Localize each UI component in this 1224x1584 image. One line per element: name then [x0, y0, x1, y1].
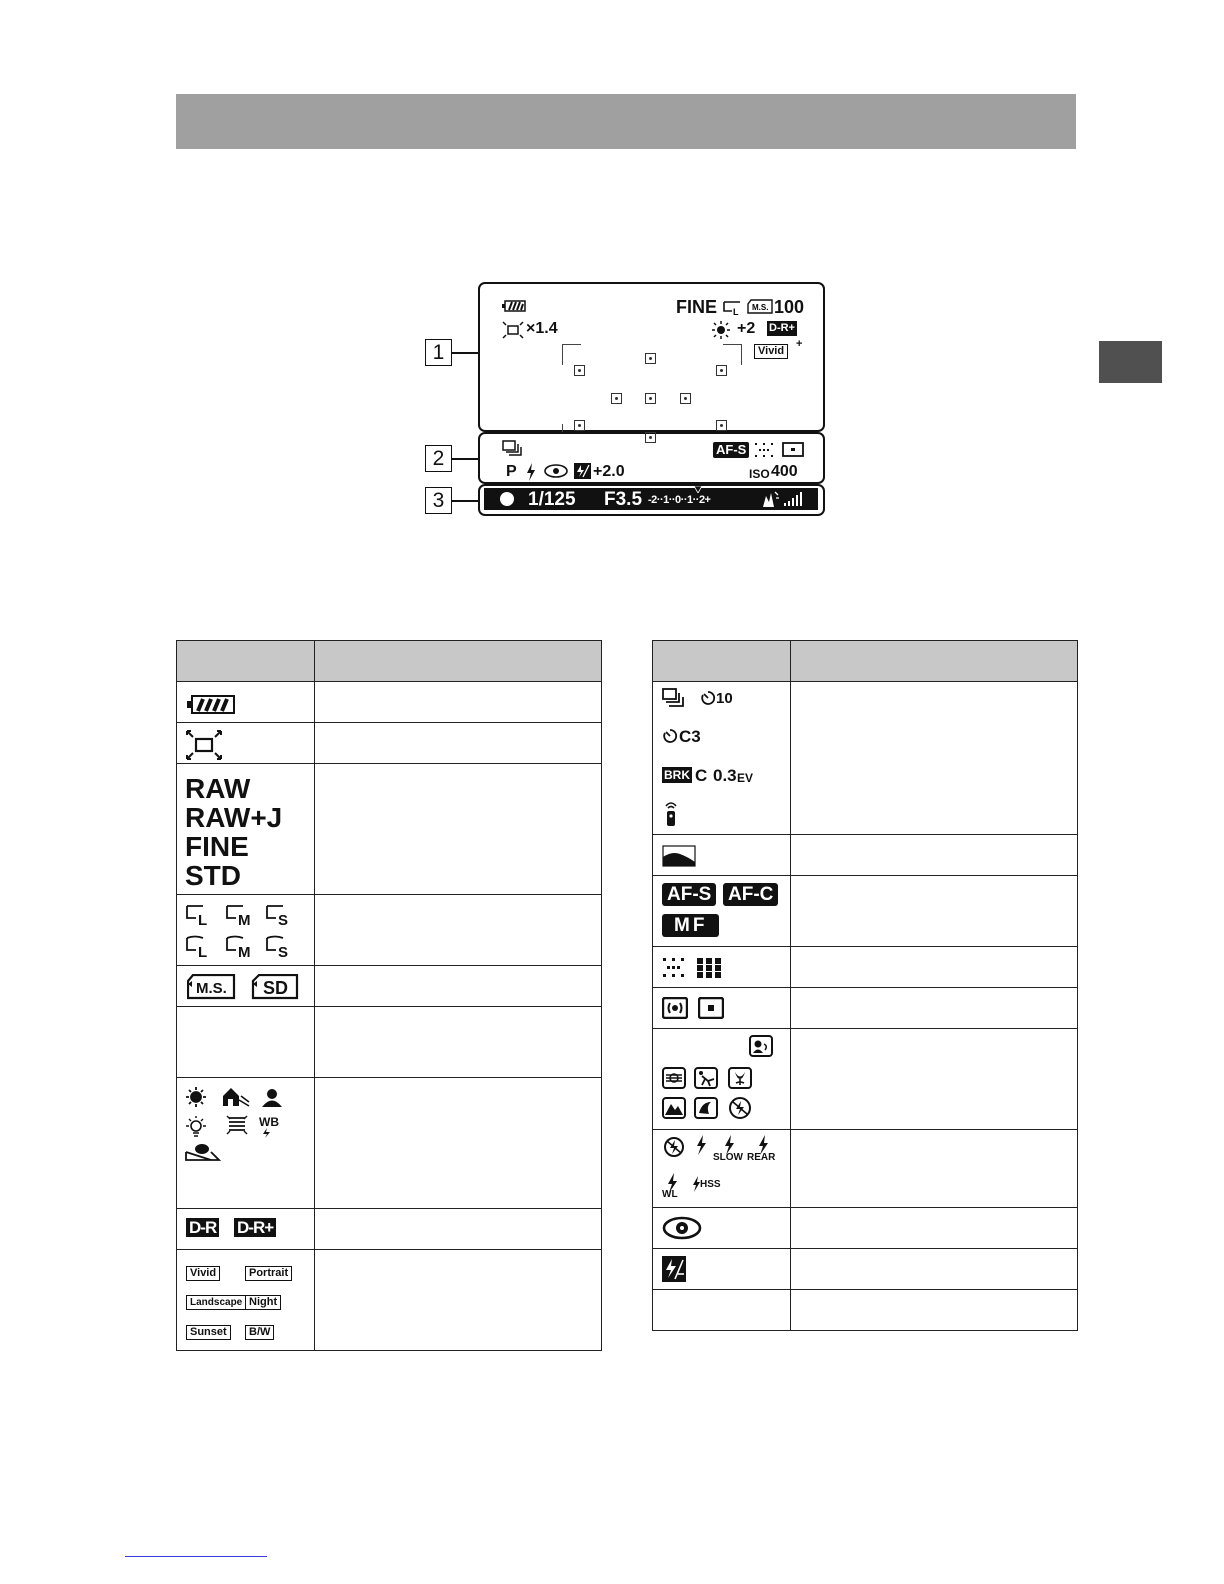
icon-cell: [177, 764, 315, 895]
slow-sync-label: SLOW: [713, 1152, 743, 1163]
svg-text:S: S: [278, 944, 289, 959]
table-header-row: [653, 641, 1078, 682]
callout-1: 1: [425, 339, 452, 366]
af-point: [645, 432, 656, 443]
icon-cell: [177, 1078, 315, 1209]
af-s-badge: AF-S: [662, 883, 716, 906]
flash-compensation-icon: [662, 1256, 686, 1282]
icon-cell: [177, 1007, 315, 1078]
svg-text:L: L: [733, 307, 739, 316]
viewfinder-panel-1: [478, 282, 825, 432]
icon-cell: [653, 1249, 791, 1290]
icon-cell: [653, 1208, 791, 1249]
description-cell: [315, 1209, 602, 1250]
spot-metering-icon: [782, 442, 804, 457]
af-frame-corner-tl: [562, 344, 581, 365]
flash-icon: [695, 1135, 707, 1155]
table-row: [177, 764, 602, 895]
iso-label: ISO: [749, 467, 770, 481]
svg-text:SD: SD: [263, 978, 289, 998]
landscape-scene-icon: [662, 1097, 686, 1119]
description-cell: [791, 988, 1078, 1029]
icon-cell: [653, 876, 791, 947]
table-row: [653, 835, 1078, 876]
svg-text:S: S: [278, 912, 289, 929]
wb-adjust-value: +2: [737, 320, 756, 337]
style-night-badge: Night: [245, 1295, 281, 1310]
dro-off-badge: D-R: [186, 1218, 219, 1237]
description-cell: [791, 1249, 1078, 1290]
creative-style-plus-icon: +: [796, 338, 803, 350]
creative-style-badge: Vivid: [754, 344, 788, 359]
callout-1-line: [452, 352, 478, 354]
sunset-scene-icon: [694, 1097, 718, 1119]
wireless-flash-label: WL: [662, 1189, 678, 1200]
description-cell: [791, 947, 1078, 988]
callout-3: 3: [425, 487, 452, 514]
quality-raw: RAW: [185, 773, 251, 804]
description-cell: [315, 966, 602, 1007]
icon-cell: [177, 1209, 315, 1250]
icon-cell: [177, 723, 315, 764]
icon-cell: [653, 988, 791, 1029]
description-cell: [315, 682, 602, 723]
table-header-row: [177, 641, 602, 682]
table-row: [653, 682, 1078, 835]
svg-text:M.S.: M.S.: [196, 980, 227, 997]
table-row: [177, 966, 602, 1007]
focus-mode-badge: AF-S: [713, 442, 749, 458]
svg-text:L: L: [198, 912, 208, 929]
flash-compensation-icon: [574, 463, 591, 479]
display-reference-table-right: [652, 640, 1078, 1331]
icon-cell: [653, 1130, 791, 1208]
table-row: [653, 1208, 1078, 1249]
flash-compensation-value: +2.0: [593, 463, 625, 480]
af-c-badge: AF-C: [723, 883, 778, 906]
icon-cell: [653, 1290, 791, 1331]
footer-link-underline[interactable]: [125, 1556, 267, 1557]
style-sunset-badge: Sunset: [186, 1325, 231, 1340]
table-row: [653, 947, 1078, 988]
table-row: [177, 723, 602, 764]
focus-indicator-icon: [500, 492, 514, 506]
af-point: [645, 393, 656, 404]
table-row: [653, 876, 1078, 947]
battery-icon: [186, 695, 236, 715]
dro-badge: D-R+: [769, 322, 795, 334]
description-cell: [791, 682, 1078, 835]
red-eye-reduction-icon: [662, 1216, 702, 1240]
spot-metering-icon: [698, 997, 724, 1019]
bracket-step-value: 0.3: [713, 766, 737, 785]
remote-commander-icon: [664, 800, 678, 828]
zoom-frame-icon: [502, 321, 524, 339]
af-point: [574, 420, 585, 431]
self-timer-c3-label: C3: [679, 727, 701, 746]
ev-scale-pointer-icon: [694, 486, 702, 493]
self-timer-icon: [700, 690, 716, 706]
iso-value: 400: [771, 463, 798, 480]
table-row: [177, 1007, 602, 1078]
af-point: [645, 353, 656, 364]
style-landscape-badge: Landscape: [186, 1295, 246, 1310]
zoom-value: ×1.4: [526, 320, 558, 337]
description-cell: [315, 1078, 602, 1209]
exposure-mode: P: [506, 463, 517, 480]
camera-shake-warning-icon: [760, 490, 780, 508]
callout-2-line: [452, 458, 478, 460]
af-point: [611, 393, 622, 404]
portrait-scene-icon: [749, 1035, 773, 1057]
shots-remaining: 100: [774, 297, 805, 317]
description-cell: [791, 1029, 1078, 1130]
quality-label-list: [185, 774, 282, 890]
rear-sync-label: REAR: [747, 1152, 776, 1163]
table-row: [177, 1250, 602, 1351]
icon-cell: [653, 947, 791, 988]
description-cell: [791, 1130, 1078, 1208]
continuous-drive-icon: [662, 688, 684, 708]
quality-raw-jpeg: RAW+J: [185, 802, 283, 833]
svg-text:M: M: [238, 944, 251, 959]
sports-runner-scene-icon: [694, 1067, 718, 1089]
description-cell: [315, 1250, 602, 1351]
memory-card-icon: [747, 299, 773, 314]
dro-plus-badge: D-R+: [234, 1218, 276, 1237]
multi-segment-metering-icon: [662, 997, 688, 1019]
chapter-side-tab: [1099, 341, 1162, 383]
icon-cell: [653, 1029, 791, 1130]
wide-af-area-icon: [754, 442, 774, 458]
description-cell: [791, 835, 1078, 876]
icon-cell: [653, 835, 791, 876]
night-scene-icon: [728, 1097, 752, 1119]
macro-scene-icon: [728, 1067, 752, 1089]
svg-text:WB: WB: [259, 1115, 279, 1129]
aperture-value: F3.5: [604, 489, 643, 510]
zoom-frame-icon: [186, 730, 222, 760]
flash-icon: [526, 463, 536, 481]
flash-off-icon: [662, 1136, 686, 1158]
mf-badge: MF: [662, 914, 719, 937]
style-bw-badge: B/W: [245, 1325, 274, 1340]
table-row: [177, 1209, 602, 1250]
daylight-wb-icon: [711, 321, 731, 339]
icon-cell: [177, 682, 315, 723]
viewfinder-panel-2: [478, 432, 825, 484]
quality-label: FINE: [676, 297, 718, 317]
table-row: [653, 1130, 1078, 1208]
bracket-badge: BRK: [664, 768, 690, 782]
red-eye-reduction-icon: [544, 464, 568, 478]
display-reference-table-left: [176, 640, 602, 1351]
table-row: [653, 1249, 1078, 1290]
table-row: [177, 1078, 602, 1209]
icon-cell: [177, 895, 315, 966]
style-portrait-badge: Portrait: [245, 1266, 292, 1281]
svg-text:M.S.: M.S.: [752, 303, 769, 312]
header-cell-indication: [315, 641, 602, 682]
steadyshot-scale-icon: [783, 491, 803, 507]
description-cell: [791, 1208, 1078, 1249]
self-timer-icon: [662, 728, 678, 744]
af-frame-corner-tr: [723, 344, 742, 365]
af-point: [716, 420, 727, 431]
histogram-icon: [662, 845, 696, 867]
style-vivid-badge: Vivid: [186, 1266, 220, 1281]
memory-card-icons: [187, 974, 299, 1000]
section-header-bar: [176, 94, 1076, 149]
viewfinder-status-bar: [484, 488, 818, 510]
svg-text:M: M: [238, 912, 251, 929]
quality-fine: FINE: [185, 831, 249, 862]
icon-cell: [177, 966, 315, 1007]
header-cell-indication: [791, 641, 1078, 682]
table-row: [177, 895, 602, 966]
image-size-icon: [723, 300, 743, 316]
image-size-icons: [186, 903, 306, 959]
table-row: [653, 1290, 1078, 1331]
table-row: [653, 988, 1078, 1029]
high-speed-sync-label: HSS: [700, 1179, 721, 1190]
header-cell-display: [177, 641, 315, 682]
sports-action-scene-icon: [662, 1067, 686, 1089]
callout-2: 2: [425, 445, 452, 472]
description-cell: [315, 895, 602, 966]
ev-scale: -2··1··0··1··2+: [648, 494, 711, 506]
description-cell: [791, 1290, 1078, 1331]
description-cell: [791, 876, 1078, 947]
table-row: [177, 682, 602, 723]
table-row: [653, 1029, 1078, 1130]
battery-icon: [502, 300, 526, 312]
description-cell: [315, 723, 602, 764]
local-af-area-icon: [696, 957, 722, 979]
description-cell: [315, 764, 602, 895]
continuous-drive-icon: [502, 440, 522, 456]
af-point: [574, 365, 585, 376]
self-timer-10-label: 10: [716, 690, 733, 707]
wide-af-area-icon: [662, 957, 686, 979]
callout-3-line: [452, 500, 478, 502]
svg-text:L: L: [198, 944, 208, 959]
description-cell: [315, 1007, 602, 1078]
bracket-continuous-label: C: [695, 766, 708, 785]
header-cell-display: [653, 641, 791, 682]
bracket-step-unit: EV: [737, 771, 754, 785]
af-point: [680, 393, 691, 404]
quality-std: STD: [185, 860, 241, 891]
icon-cell: [177, 1250, 315, 1351]
af-point: [716, 365, 727, 376]
icon-cell: [653, 682, 791, 835]
shutter-speed: 1/125: [528, 489, 576, 510]
white-balance-icons: [185, 1086, 290, 1170]
